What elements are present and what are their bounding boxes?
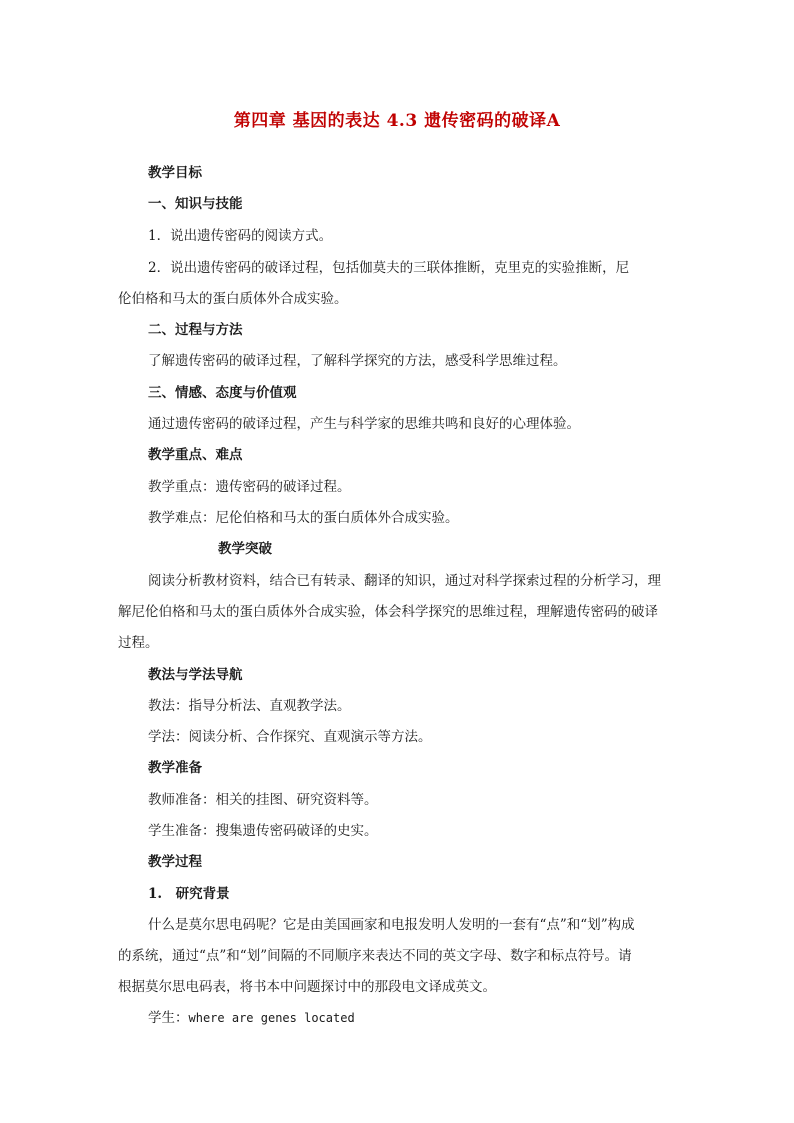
process-text: 了解遗传密码的破译过程，了解科学探究的方法，感受科学思维过程。 <box>148 353 567 369</box>
process-flow-heading: 教学过程 <box>148 854 202 870</box>
breakthrough-line-2: 解尼伦伯格和马太的蛋白质体外合成实验，体会科学探究的思维过程，理解遗传密码的破译 <box>118 604 658 620</box>
knowledge-item-1: 1．说出遗传密码的阅读方式。 <box>148 228 333 244</box>
method-heading: 教法与学法导航 <box>148 667 243 683</box>
student-answer: where are genes located <box>188 1011 355 1025</box>
key-point: 教学重点：遗传密码的破译过程。 <box>148 479 351 495</box>
teacher-prep: 教师准备：相关的挂图、研究资料等。 <box>148 792 378 808</box>
student-prep: 学生准备：搜集遗传密码破译的史实。 <box>148 823 378 839</box>
emotion-text: 通过遗传密码的破译过程，产生与科学家的思维共鸣和良好的心理体验。 <box>148 416 580 432</box>
learn-method: 学法：阅读分析、合作探究、直观演示等方法。 <box>148 729 432 745</box>
prep-heading: 教学准备 <box>148 760 202 776</box>
breakthrough-line-3: 过程。 <box>118 635 159 651</box>
teach-method: 教法：指导分析法、直观教学法。 <box>148 698 351 714</box>
student-answer-row <box>148 1008 688 1028</box>
document-title: 第四章 基因的表达 4.3 遗传密码的破译A <box>233 111 561 131</box>
background-heading: 1. 研究背景 <box>148 886 230 902</box>
difficult-point: 教学难点：尼伦伯格和马太的蛋白质体外合成实验。 <box>148 510 459 526</box>
background-line-1: 什么是莫尔思电码呢？它是由美国画家和电报发明人发明的一套有“点”和“划”构成 <box>148 917 635 933</box>
background-line-2: 的系统，通过“点”和“划”间隔的不同顺序来表达不同的英文字母、数字和标点符号。请 <box>118 948 632 964</box>
knowledge-item-2-line-2: 伦伯格和马太的蛋白质体外合成实验。 <box>118 291 348 307</box>
breakthrough-line-1: 阅读分析教材资料，结合已有转录、翻译的知识，通过对科学探索过程的分析学习，理 <box>148 573 661 589</box>
background-line-3: 根据莫尔思电码表，将书本中问题探讨中的那段电文译成英文。 <box>118 979 496 995</box>
knowledge-heading: 一、知识与技能 <box>148 196 243 212</box>
emotion-heading: 三、情感、态度与价值观 <box>148 385 297 401</box>
key-heading: 教学重点、难点 <box>148 447 243 463</box>
knowledge-item-2-line-1: 2．说出遗传密码的破译过程，包括伽莫夫的三联体推断，克里克的实验推断，尼 <box>148 260 630 276</box>
objectives-heading: 教学目标 <box>148 165 202 181</box>
process-heading: 二、过程与方法 <box>148 322 243 338</box>
student-label: 学生： <box>148 1010 189 1026</box>
breakthrough-heading: 教学突破 <box>218 541 272 557</box>
